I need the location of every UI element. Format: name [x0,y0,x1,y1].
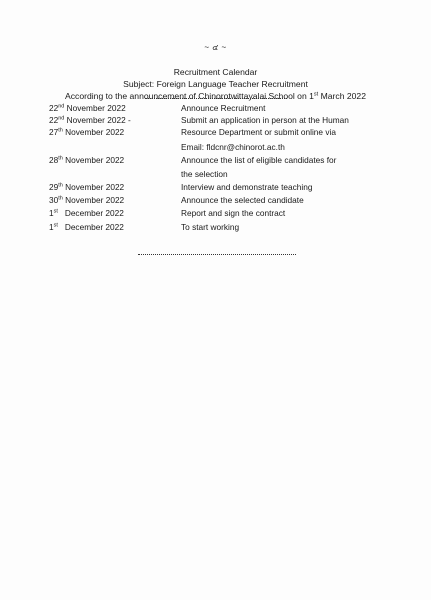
calendar-title: Recruitment Calendar [173,67,258,77]
schedule-description: Submit an application in person at the Human [181,115,349,125]
schedule-date: 1st December 2022 [49,208,124,218]
announcement-month-year: March 2022 [318,91,366,101]
schedule-description: Announce the selected candidate [181,195,304,205]
announcement-day-suffix: st [313,91,319,98]
schedule-description: the selection [181,169,228,179]
schedule-date: 22nd November 2022 [49,103,126,113]
announcement-line [0,91,431,101]
schedule-date: 30th November 2022 [49,195,125,205]
top-dotted-divider [145,98,287,99]
schedule-description: Report and sign the contract [181,208,286,218]
schedule-description: Interview and demonstrate teaching [181,182,313,192]
page-number: ~ ๔ ~ [204,43,227,52]
schedule-date: 1st December 2022 [49,222,124,232]
schedule-date: 29th November 2022 [49,182,125,192]
schedule-description: Announce the list of eligible candidates for [181,155,337,165]
bottom-dotted-divider [138,254,296,255]
schedule-description: To start working [181,222,240,232]
schedule-description: Announce Recruitment [181,103,266,113]
subject-line: Subject: Foreign Language Teacher Recruitment [123,79,308,89]
schedule-date: 22nd November 2022 - [49,115,131,125]
schedule-date: 27th November 2022 [49,127,125,137]
schedule-description: Email: fldcnr@chinorot.ac.th [181,142,285,152]
schedule-date: 28th November 2022 [49,155,125,165]
announcement-text: According to the announcement of Chinorotwittayalai School on 1 [65,91,314,101]
schedule-description: Resource Department or submit online via [181,127,336,137]
